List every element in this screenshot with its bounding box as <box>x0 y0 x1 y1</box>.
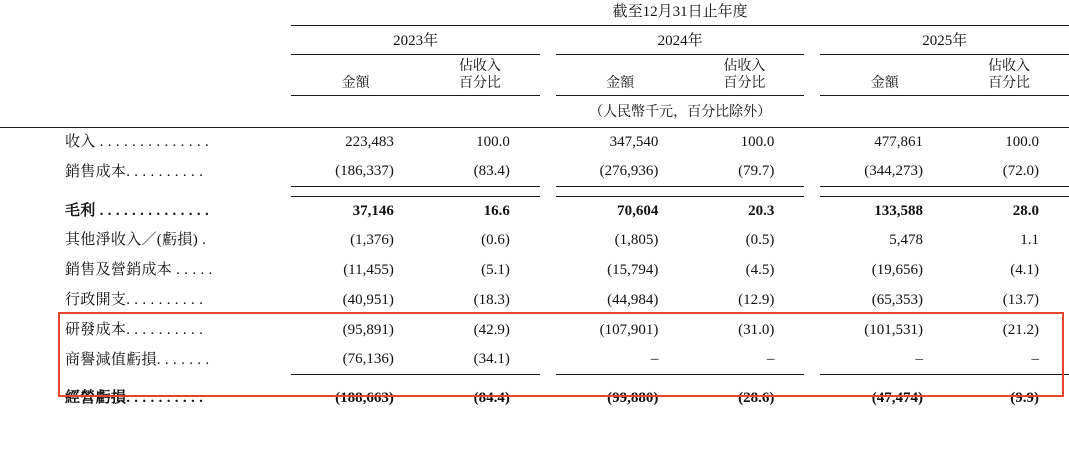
row-gap <box>540 157 556 187</box>
row-gap <box>804 157 820 187</box>
row-value: (76,136) <box>342 351 394 368</box>
spacer-rule <box>949 375 1069 385</box>
row-label: 銷售成本. . . . . . . . . . <box>65 163 204 180</box>
row-value: 37,146 <box>352 203 394 220</box>
spacer-rule <box>556 187 685 197</box>
row-label: 其他淨收入／(虧損) . <box>65 232 207 249</box>
spacer-label <box>0 375 291 385</box>
row-gap <box>804 226 820 255</box>
year-2025: 2025年 <box>820 26 1069 55</box>
spacer-rule <box>556 375 685 385</box>
spacer-rule <box>820 187 949 197</box>
unit-note: （人民幣千元，百分比除外） <box>589 105 772 121</box>
corner-cell <box>0 0 291 26</box>
row-label: 商譽減值虧損. . . . . . . <box>65 351 210 368</box>
row-label: 銷售及營銷成本 . . . . . <box>65 262 213 279</box>
row-value: (40,951) <box>342 292 394 309</box>
row-gap <box>540 226 556 255</box>
row-gap <box>540 255 556 285</box>
subheader-row <box>0 55 1069 96</box>
row-value: (28.6) <box>738 390 775 407</box>
row-value: – <box>650 351 659 368</box>
row-value: (21.2) <box>1002 322 1039 339</box>
row-gap <box>540 345 556 375</box>
subheader-gap-2 <box>804 55 820 96</box>
row-value: (84.4) <box>473 390 510 407</box>
subheader-pct-2023 <box>420 55 540 96</box>
year-gap-1 <box>540 26 556 55</box>
row-value: (31.0) <box>738 322 775 339</box>
row-value: (12.9) <box>738 292 775 309</box>
row-value: (15,794) <box>607 262 659 279</box>
row-value: 347,540 <box>556 128 685 158</box>
row-value: 1.1 <box>1020 232 1039 249</box>
subheader-spacer <box>0 55 291 96</box>
table-row-highlighted <box>0 285 1069 315</box>
row-value: (1,376) <box>350 232 394 249</box>
row-value: (0.5) <box>745 232 775 249</box>
row-value: 100.0 <box>684 128 804 158</box>
subheader-amount-2025: 金額 <box>820 55 949 96</box>
pct-line1: 佔收入 <box>458 59 501 74</box>
spacer-gap <box>540 187 556 197</box>
spacer-rule <box>949 187 1069 197</box>
year-2024: 2024年 <box>556 26 804 55</box>
year-row-spacer <box>0 26 291 55</box>
spacer-label <box>0 187 291 197</box>
row-gap <box>804 345 820 375</box>
row-value: 100.0 <box>949 128 1069 158</box>
row-value: – <box>1031 351 1039 368</box>
rule-spacer-row <box>0 187 1069 197</box>
spacer-rule <box>420 375 540 385</box>
row-value: (18.3) <box>473 292 510 309</box>
row-value: (65,353) <box>871 292 923 309</box>
spacer-rule <box>684 375 804 385</box>
row-value: 223,483 <box>291 128 420 158</box>
row-value: (83.4) <box>473 163 510 180</box>
row-gap <box>804 315 820 345</box>
spacer-gap <box>804 375 820 385</box>
row-label: 經營虧損. . . . . . . . . . <box>65 390 204 407</box>
spacer-rule <box>820 375 949 385</box>
table-row <box>0 157 1069 187</box>
row-value: 20.3 <box>748 203 775 220</box>
row-value: (11,455) <box>343 262 394 279</box>
row-value: (0.6) <box>481 232 510 249</box>
row-label: 研發成本. . . . . . . . . . <box>65 322 204 339</box>
pct-line2: 百分比 <box>723 75 766 91</box>
row-value: (47,474) <box>871 390 923 407</box>
row-value: (101,531) <box>864 322 923 339</box>
row-gap <box>540 197 556 227</box>
row-value: (44,984) <box>607 292 659 309</box>
row-label: 收入 . . . . . . . . . . . . . . <box>0 128 291 158</box>
spacer-rule <box>291 375 420 385</box>
row-gap <box>540 285 556 315</box>
row-value: 477,861 <box>820 128 949 158</box>
table-row <box>0 384 1069 413</box>
row-value: (107,901) <box>599 322 659 339</box>
table-row <box>0 345 1069 375</box>
unit-spacer <box>0 96 291 128</box>
row-gap <box>540 315 556 345</box>
row-value: (186,337) <box>335 163 394 180</box>
row-gap <box>540 128 556 158</box>
row-gap <box>804 255 820 285</box>
spacer-rule <box>420 187 540 197</box>
pct-line1: 佔收入 <box>723 59 766 74</box>
table-row <box>0 128 1069 158</box>
row-value: 28.0 <box>1012 203 1039 220</box>
spacer-rule <box>291 187 420 197</box>
row-gap <box>804 285 820 315</box>
row-value: (19,656) <box>871 262 923 279</box>
pct-line1: 佔收入 <box>987 59 1030 74</box>
row-value: 70,604 <box>617 203 659 220</box>
pct-line2: 百分比 <box>458 75 501 91</box>
row-gap <box>804 197 820 227</box>
row-value: (4.1) <box>1010 262 1039 279</box>
row-value: (72.0) <box>1002 163 1039 180</box>
year-header-row <box>0 26 1069 55</box>
subheader-amount-2024: 金額 <box>556 55 685 96</box>
subheader-pct-2024 <box>684 55 804 96</box>
row-value: (344,273) <box>864 163 923 180</box>
table-row <box>0 226 1069 255</box>
row-value: (5.1) <box>481 262 510 279</box>
row-gap <box>540 384 556 413</box>
row-value: 100.0 <box>420 128 540 158</box>
row-value: (9.9) <box>1010 390 1039 407</box>
spacer-gap <box>540 375 556 385</box>
spacer-rule <box>684 187 804 197</box>
row-gap <box>804 384 820 413</box>
subheader-gap-1 <box>540 55 556 96</box>
row-value: (34.1) <box>473 351 510 368</box>
unit-note-row <box>0 96 1069 128</box>
rule-spacer-row-2 <box>0 375 1069 385</box>
year-gap-2 <box>804 26 820 55</box>
row-value: (1,805) <box>614 232 659 249</box>
row-gap <box>804 128 820 158</box>
row-value: – <box>766 351 775 368</box>
year-2023: 2023年 <box>291 26 539 55</box>
row-value: 5,478 <box>889 232 923 249</box>
row-value: (276,936) <box>599 163 659 180</box>
row-value: – <box>915 351 923 368</box>
row-label: 行政開支. . . . . . . . . . <box>65 292 204 309</box>
spacer-gap <box>804 187 820 197</box>
period-header-label: 截至12月31日止年度 <box>291 0 1069 26</box>
row-value: (99,880) <box>607 390 659 407</box>
row-value: 16.6 <box>483 203 510 220</box>
table-row-highlighted <box>0 255 1069 285</box>
subheader-amount-2023: 金額 <box>291 55 420 96</box>
table-row-highlighted <box>0 315 1069 345</box>
row-value: (4.5) <box>745 262 775 279</box>
row-value: (42.9) <box>473 322 510 339</box>
row-value: (188,663) <box>335 390 394 407</box>
row-value: (79.7) <box>738 163 775 180</box>
table-row <box>0 197 1069 227</box>
row-label: 毛利 . . . . . . . . . . . . . . <box>65 203 209 220</box>
pct-line2: 百分比 <box>987 75 1030 91</box>
row-value: (95,891) <box>342 322 394 339</box>
row-value: (13.7) <box>1002 292 1039 309</box>
period-header-row <box>0 0 1069 26</box>
subheader-pct-2025 <box>949 55 1069 96</box>
row-value: 133,588 <box>874 203 923 220</box>
